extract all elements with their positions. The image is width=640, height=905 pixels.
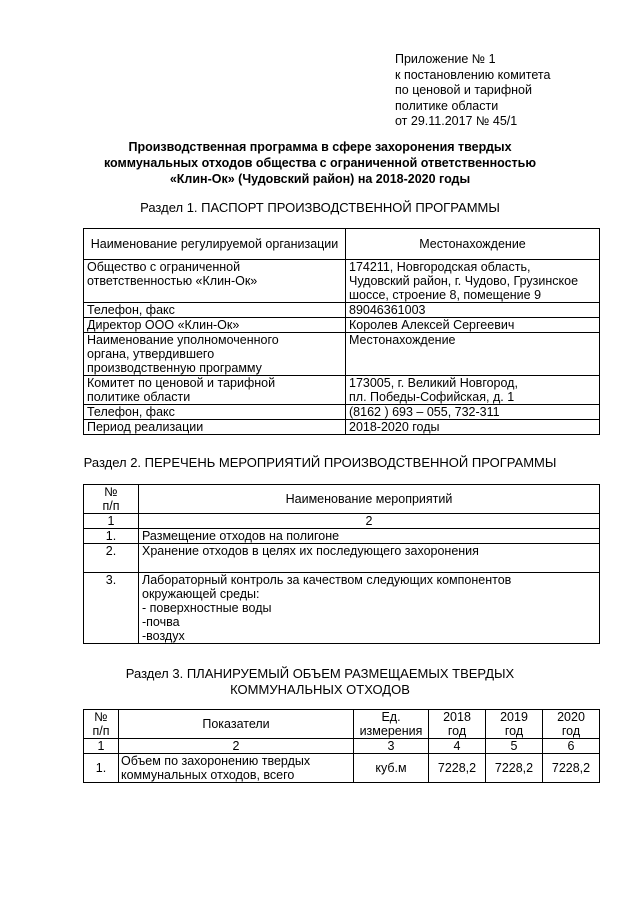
table-cell: 2018-2020 годы: [346, 420, 600, 435]
table-cell: Директор ООО «Клин-Ок»: [84, 318, 346, 333]
table-cell: Местонахождение: [346, 333, 600, 376]
index-cell: 6: [543, 739, 600, 754]
section-2-title: Раздел 2. ПЕРЕЧЕНЬ МЕРОПРИЯТИЙ ПРОИЗВОДСТВЕННОЙ ПРОГРАММЫ: [83, 455, 557, 470]
table-header-row: [84, 710, 600, 739]
row-number: 1.: [84, 754, 119, 783]
passport-table: [83, 228, 600, 435]
appendix-line: Приложение № 1: [395, 52, 496, 66]
index-cell: 2: [119, 739, 354, 754]
table-cell: 89046361003: [346, 303, 600, 318]
header-cell-2018: 2018 год: [429, 710, 486, 739]
table-cell: Телефон, факс: [84, 303, 346, 318]
table-cell: Телефон, факс: [84, 405, 346, 420]
index-cell: 1: [84, 514, 139, 529]
appendix-line: по ценовой и тарифной: [395, 83, 532, 97]
table-cell: Наименование уполномоченного органа, утвердившего производственную программу: [84, 333, 346, 376]
section-3-title: Раздел 3. ПЛАНИРУЕМЫЙ ОБЪЕМ РАЗМЕЩАЕМЫХ ТВЕРДЫХ КОММУНАЛЬНЫХ ОТХОДОВ: [125, 666, 515, 697]
table-cell: (8162 ) 693 – 055, 732-311: [346, 405, 600, 420]
header-cell-number: № п/п: [84, 710, 119, 739]
table-cell: Комитет по ценовой и тарифной политике области: [84, 376, 346, 405]
appendix-note: [395, 52, 625, 130]
header-cell-location: Местонахождение: [346, 229, 600, 260]
table-cell: Общество с ограниченной ответственностью «Клин-Ок»: [84, 260, 346, 303]
table-row: [84, 376, 600, 405]
header-cell-activity: Наименование мероприятий: [139, 485, 600, 514]
header-cell-indicator: Показатели: [119, 710, 354, 739]
table-row: [84, 754, 600, 783]
row-number: 1.: [84, 529, 139, 544]
title-line: Производственная программа в сфере захоронения твердых: [128, 140, 512, 154]
document-title: [70, 139, 570, 187]
table-index-row: [84, 514, 600, 529]
table-row: [84, 405, 600, 420]
index-cell: 1: [84, 739, 119, 754]
table-cell: 7228,2: [543, 754, 600, 783]
table-cell: куб.м: [354, 754, 429, 783]
table-header-row: [84, 485, 600, 514]
table-cell: 174211, Новгородская область, Чудовский район, г. Чудово, Грузинское шоссе, строение 8, помещение 9: [346, 260, 600, 303]
table-row: [84, 420, 600, 435]
table-index-row: [84, 739, 600, 754]
header-cell-number: № п/п: [84, 485, 139, 514]
row-number: 2.: [84, 544, 139, 573]
table-row: [84, 303, 600, 318]
index-cell: 5: [486, 739, 543, 754]
table-cell: Размещение отходов на полигоне: [139, 529, 600, 544]
header-cell-2019: 2019 год: [486, 710, 543, 739]
table-cell: 7228,2: [429, 754, 486, 783]
index-cell: 4: [429, 739, 486, 754]
table-row: [84, 260, 600, 303]
header-cell-2020: 2020 год: [543, 710, 600, 739]
table-cell: Лабораторный контроль за качеством следующих компонентов окружающей среды: - поверхностные воды -почва -воздух: [139, 573, 600, 644]
index-cell: 3: [354, 739, 429, 754]
table-cell: Объем по захоронению твердых коммунальных отходов, всего: [119, 754, 354, 783]
table-cell: Королев Алексей Сергеевич: [346, 318, 600, 333]
table-cell: 173005, г. Великий Новгород, пл. Победы-Софийская, д. 1: [346, 376, 600, 405]
appendix-line: политике области: [395, 98, 499, 113]
appendix-line: к постановлению комитета: [395, 67, 551, 82]
volume-table: [83, 709, 600, 783]
header-cell-organization: Наименование регулируемой организации: [84, 229, 346, 260]
table-row: [84, 544, 600, 573]
activities-table: [83, 484, 600, 644]
table-cell: 7228,2: [486, 754, 543, 783]
table-row: [84, 333, 600, 376]
table-header-row: [84, 229, 600, 260]
table-row: [84, 529, 600, 544]
row-number: 3.: [84, 573, 139, 644]
table-row: [84, 573, 600, 644]
table-cell: Хранение отходов в целях их последующего захоронения: [139, 544, 600, 573]
appendix-line: от 29.11.2017 № 45/1: [395, 114, 518, 128]
table-row: [84, 318, 600, 333]
title-line: коммунальных отходов общества с ограниченной ответственностью: [103, 156, 537, 170]
table-cell: Период реализации: [84, 420, 346, 435]
title-line: «Клин-Ок» (Чудовский район) на 2018-2020 годы: [169, 172, 471, 186]
index-cell: 2: [139, 514, 600, 529]
header-cell-unit: Ед. измерения: [354, 710, 429, 739]
section-1-title: Раздел 1. ПАСПОРТ ПРОИЗВОДСТВЕННОЙ ПРОГРАММЫ: [140, 200, 500, 215]
